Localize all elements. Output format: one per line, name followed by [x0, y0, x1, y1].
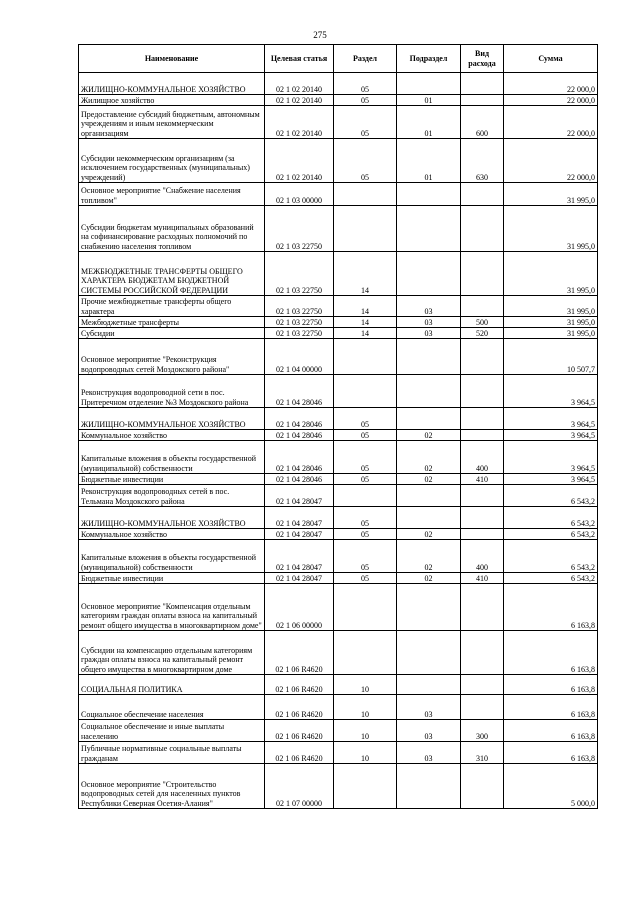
table-row — [79, 183, 598, 206]
cell-section — [334, 375, 397, 408]
cell-target: 02 1 02 20140 — [265, 106, 334, 139]
cell-amount: 3 964,5 — [504, 375, 598, 408]
table-row — [79, 529, 598, 540]
cell-section: 14 — [334, 328, 397, 339]
cell-target: 02 1 03 22750 — [265, 206, 334, 252]
cell-section — [334, 631, 397, 675]
cell-target: 02 1 02 20140 — [265, 73, 334, 95]
cell-expense-type: 600 — [461, 106, 504, 139]
cell-subsection: 01 — [397, 95, 461, 106]
table-row — [79, 73, 598, 95]
table-row — [79, 206, 598, 252]
cell-amount: 6 543,2 — [504, 485, 598, 507]
cell-amount: 31 995,0 — [504, 252, 598, 296]
header-expense-type: Вид расхода — [461, 45, 504, 73]
cell-target: 02 1 02 20140 — [265, 139, 334, 183]
cell-expense-type: 410 — [461, 474, 504, 485]
cell-target: 02 1 02 20140 — [265, 95, 334, 106]
cell-section: 05 — [334, 430, 397, 441]
cell-target: 02 1 04 28047 — [265, 529, 334, 540]
cell-amount: 31 995,0 — [504, 206, 598, 252]
cell-name: Предоставление субсидий бюджетным, автономным учреждениям и иным некоммерческим организациям — [79, 106, 265, 139]
cell-expense-type — [461, 675, 504, 695]
cell-subsection: 03 — [397, 296, 461, 317]
cell-target: 02 1 04 28047 — [265, 507, 334, 529]
cell-section: 05 — [334, 507, 397, 529]
cell-name: Бюджетные инвестиции — [79, 474, 265, 485]
cell-section: 05 — [334, 540, 397, 573]
table-row — [79, 695, 598, 720]
header-subsection: Подраздел — [397, 45, 461, 73]
cell-amount: 3 964,5 — [504, 474, 598, 485]
table-row — [79, 317, 598, 328]
cell-amount: 10 507,7 — [504, 339, 598, 375]
cell-target: 02 1 04 28046 — [265, 441, 334, 474]
cell-amount: 3 964,5 — [504, 430, 598, 441]
cell-amount: 6 543,2 — [504, 540, 598, 573]
cell-amount: 6 163,8 — [504, 584, 598, 631]
cell-section: 14 — [334, 296, 397, 317]
cell-target: 02 1 06 00000 — [265, 584, 334, 631]
cell-expense-type: 300 — [461, 720, 504, 742]
cell-section: 05 — [334, 408, 397, 430]
cell-target: 02 1 03 22750 — [265, 328, 334, 339]
cell-target: 02 1 04 28047 — [265, 540, 334, 573]
cell-expense-type: 630 — [461, 139, 504, 183]
cell-amount: 3 964,5 — [504, 441, 598, 474]
cell-subsection — [397, 339, 461, 375]
table-row — [79, 631, 598, 675]
page-number: 275 — [313, 30, 327, 40]
cell-subsection — [397, 675, 461, 695]
header-name: Наименование — [79, 45, 265, 73]
cell-name: Социальное обеспечение и иные выплаты населению — [79, 720, 265, 742]
cell-section: 10 — [334, 742, 397, 764]
cell-subsection — [397, 183, 461, 206]
cell-target: 02 1 07 00000 — [265, 764, 334, 809]
cell-subsection: 03 — [397, 328, 461, 339]
table-row — [79, 742, 598, 764]
header-amount: Сумма — [504, 45, 598, 73]
cell-expense-type: 500 — [461, 317, 504, 328]
cell-amount: 31 995,0 — [504, 183, 598, 206]
cell-section — [334, 485, 397, 507]
table-row — [79, 339, 598, 375]
cell-target: 02 1 06 R4620 — [265, 631, 334, 675]
cell-name: Межбюджетные трансферты — [79, 317, 265, 328]
cell-name: ЖИЛИЩНО-КОММУНАЛЬНОЕ ХОЗЯЙСТВО — [79, 507, 265, 529]
cell-expense-type: 410 — [461, 573, 504, 584]
cell-expense-type — [461, 375, 504, 408]
table-row — [79, 507, 598, 529]
cell-amount: 6 543,2 — [504, 573, 598, 584]
cell-subsection: 01 — [397, 139, 461, 183]
cell-expense-type — [461, 339, 504, 375]
cell-target: 02 1 04 28046 — [265, 408, 334, 430]
cell-target: 02 1 06 R4620 — [265, 675, 334, 695]
table-row — [79, 764, 598, 809]
cell-subsection: 03 — [397, 317, 461, 328]
cell-target: 02 1 04 28047 — [265, 485, 334, 507]
cell-expense-type — [461, 485, 504, 507]
cell-subsection — [397, 375, 461, 408]
cell-subsection — [397, 584, 461, 631]
cell-target: 02 1 04 28046 — [265, 375, 334, 408]
table-row — [79, 441, 598, 474]
cell-amount: 6 163,8 — [504, 631, 598, 675]
header-section: Раздел — [334, 45, 397, 73]
table-header — [79, 45, 598, 73]
cell-name: Коммунальное хозяйство — [79, 430, 265, 441]
cell-amount: 6 163,8 — [504, 695, 598, 720]
cell-expense-type — [461, 764, 504, 809]
cell-amount: 6 163,8 — [504, 742, 598, 764]
cell-amount: 22 000,0 — [504, 95, 598, 106]
cell-expense-type — [461, 430, 504, 441]
table-row — [79, 720, 598, 742]
cell-target: 02 1 06 R4620 — [265, 720, 334, 742]
cell-section: 05 — [334, 573, 397, 584]
cell-target: 02 1 03 00000 — [265, 183, 334, 206]
cell-target: 02 1 03 22750 — [265, 317, 334, 328]
cell-name: СОЦИАЛЬНАЯ ПОЛИТИКА — [79, 675, 265, 695]
cell-name: Бюджетные инвестиции — [79, 573, 265, 584]
cell-target: 02 1 03 22750 — [265, 296, 334, 317]
cell-section: 05 — [334, 106, 397, 139]
cell-name: Основное мероприятие "Снабжение населения топливом" — [79, 183, 265, 206]
cell-amount: 31 995,0 — [504, 296, 598, 317]
cell-section — [334, 183, 397, 206]
cell-expense-type — [461, 584, 504, 631]
cell-target: 02 1 06 R4620 — [265, 695, 334, 720]
cell-name: ЖИЛИЩНО-КОММУНАЛЬНОЕ ХОЗЯЙСТВО — [79, 408, 265, 430]
cell-amount: 22 000,0 — [504, 139, 598, 183]
cell-expense-type — [461, 183, 504, 206]
cell-subsection: 03 — [397, 742, 461, 764]
budget-table — [78, 44, 598, 809]
cell-name: Субсидии некоммерческим организациям (за исключением государственных (муниципальных) учреждений) — [79, 139, 265, 183]
cell-section — [334, 584, 397, 631]
cell-amount: 5 000,0 — [504, 764, 598, 809]
cell-expense-type: 400 — [461, 540, 504, 573]
table-row — [79, 139, 598, 183]
cell-subsection — [397, 408, 461, 430]
cell-expense-type: 310 — [461, 742, 504, 764]
cell-amount: 6 163,8 — [504, 675, 598, 695]
table-row — [79, 540, 598, 573]
cell-expense-type — [461, 296, 504, 317]
cell-name: Капитальные вложения в объекты государственной (муниципальной) собственности — [79, 441, 265, 474]
cell-expense-type — [461, 206, 504, 252]
table-row — [79, 95, 598, 106]
cell-name: Прочие межбюджетные трансферты общего характера — [79, 296, 265, 317]
cell-subsection — [397, 252, 461, 296]
cell-section — [334, 339, 397, 375]
cell-expense-type: 400 — [461, 441, 504, 474]
table-row — [79, 375, 598, 408]
cell-name: Основное мероприятие "Строительство водопроводных сетей для населенных пунктов Республики Северная Осетия-Алания" — [79, 764, 265, 809]
cell-subsection: 02 — [397, 540, 461, 573]
cell-subsection: 02 — [397, 573, 461, 584]
cell-amount: 6 543,2 — [504, 529, 598, 540]
cell-target: 02 1 06 R4620 — [265, 742, 334, 764]
cell-subsection — [397, 485, 461, 507]
table-row — [79, 675, 598, 695]
cell-name: Субсидии — [79, 328, 265, 339]
cell-name: МЕЖБЮДЖЕТНЫЕ ТРАНСФЕРТЫ ОБЩЕГО ХАРАКТЕРА БЮДЖЕТАМ БЮДЖЕТНОЙ СИСТЕМЫ РОССИЙСКОЙ ФЕДЕРАЦИИ — [79, 252, 265, 296]
cell-section: 10 — [334, 720, 397, 742]
cell-expense-type — [461, 95, 504, 106]
cell-name: Субсидии на компенсацию отдельным категориям граждан оплаты взноса на капитальный ремонт общего имущества в многоквартирном доме — [79, 631, 265, 675]
cell-subsection: 02 — [397, 529, 461, 540]
header-target: Целевая статья — [265, 45, 334, 73]
cell-section — [334, 206, 397, 252]
cell-name: Субсидии бюджетам муниципальных образований на софинансирование расходных полномочий по снабжению населения топливом — [79, 206, 265, 252]
cell-target: 02 1 04 28047 — [265, 573, 334, 584]
cell-expense-type — [461, 631, 504, 675]
cell-section: 05 — [334, 95, 397, 106]
cell-target: 02 1 04 28046 — [265, 474, 334, 485]
cell-expense-type: 520 — [461, 328, 504, 339]
cell-subsection — [397, 206, 461, 252]
table-row — [79, 106, 598, 139]
cell-subsection: 03 — [397, 720, 461, 742]
cell-subsection: 02 — [397, 430, 461, 441]
cell-amount: 6 543,2 — [504, 507, 598, 529]
table-row — [79, 573, 598, 584]
cell-section: 05 — [334, 139, 397, 183]
table-row — [79, 584, 598, 631]
cell-section: 05 — [334, 73, 397, 95]
cell-subsection: 01 — [397, 106, 461, 139]
cell-amount: 31 995,0 — [504, 328, 598, 339]
cell-subsection: 02 — [397, 441, 461, 474]
cell-subsection — [397, 631, 461, 675]
cell-name: Социальное обеспечение населения — [79, 695, 265, 720]
cell-expense-type — [461, 507, 504, 529]
cell-amount: 22 000,0 — [504, 106, 598, 139]
table-row — [79, 485, 598, 507]
cell-target: 02 1 04 28046 — [265, 430, 334, 441]
cell-amount: 31 995,0 — [504, 317, 598, 328]
cell-subsection — [397, 73, 461, 95]
cell-section: 14 — [334, 317, 397, 328]
cell-section: 10 — [334, 675, 397, 695]
cell-name: ЖИЛИЩНО-КОММУНАЛЬНОЕ ХОЗЯЙСТВО — [79, 73, 265, 95]
cell-expense-type — [461, 529, 504, 540]
table-row — [79, 296, 598, 317]
cell-name: Коммунальное хозяйство — [79, 529, 265, 540]
cell-target: 02 1 04 00000 — [265, 339, 334, 375]
table-row — [79, 408, 598, 430]
cell-expense-type — [461, 73, 504, 95]
cell-section: 05 — [334, 474, 397, 485]
table-row — [79, 328, 598, 339]
cell-expense-type — [461, 252, 504, 296]
cell-name: Основное мероприятие "Реконструкция водопроводных сетей Моздокского района" — [79, 339, 265, 375]
cell-expense-type — [461, 408, 504, 430]
cell-name: Жилищное хозяйство — [79, 95, 265, 106]
cell-section: 05 — [334, 529, 397, 540]
cell-name: Основное мероприятие "Компенсация отдельным категориям граждан оплаты взноса на капитальный ремонт общего имущества в многоквартирном доме" — [79, 584, 265, 631]
cell-name: Капитальные вложения в объекты государственной (муниципальной) собственности — [79, 540, 265, 573]
cell-subsection — [397, 507, 461, 529]
cell-target: 02 1 03 22750 — [265, 252, 334, 296]
table-row — [79, 474, 598, 485]
cell-amount: 3 964,5 — [504, 408, 598, 430]
table-row — [79, 430, 598, 441]
cell-subsection: 02 — [397, 474, 461, 485]
cell-expense-type — [461, 695, 504, 720]
cell-name: Реконструкция водопроводной сети в пос. Притеречном отделение №3 Моздокского района — [79, 375, 265, 408]
cell-section: 10 — [334, 695, 397, 720]
cell-amount: 22 000,0 — [504, 73, 598, 95]
cell-subsection: 03 — [397, 695, 461, 720]
cell-section — [334, 764, 397, 809]
cell-section: 05 — [334, 441, 397, 474]
cell-subsection — [397, 764, 461, 809]
table-row — [79, 252, 598, 296]
table-body — [79, 73, 598, 809]
cell-name: Публичные нормативные социальные выплаты гражданам — [79, 742, 265, 764]
cell-name: Реконструкция водопроводных сетей в пос. Тельмана Моздокского района — [79, 485, 265, 507]
cell-amount: 6 163,8 — [504, 720, 598, 742]
cell-section: 14 — [334, 252, 397, 296]
